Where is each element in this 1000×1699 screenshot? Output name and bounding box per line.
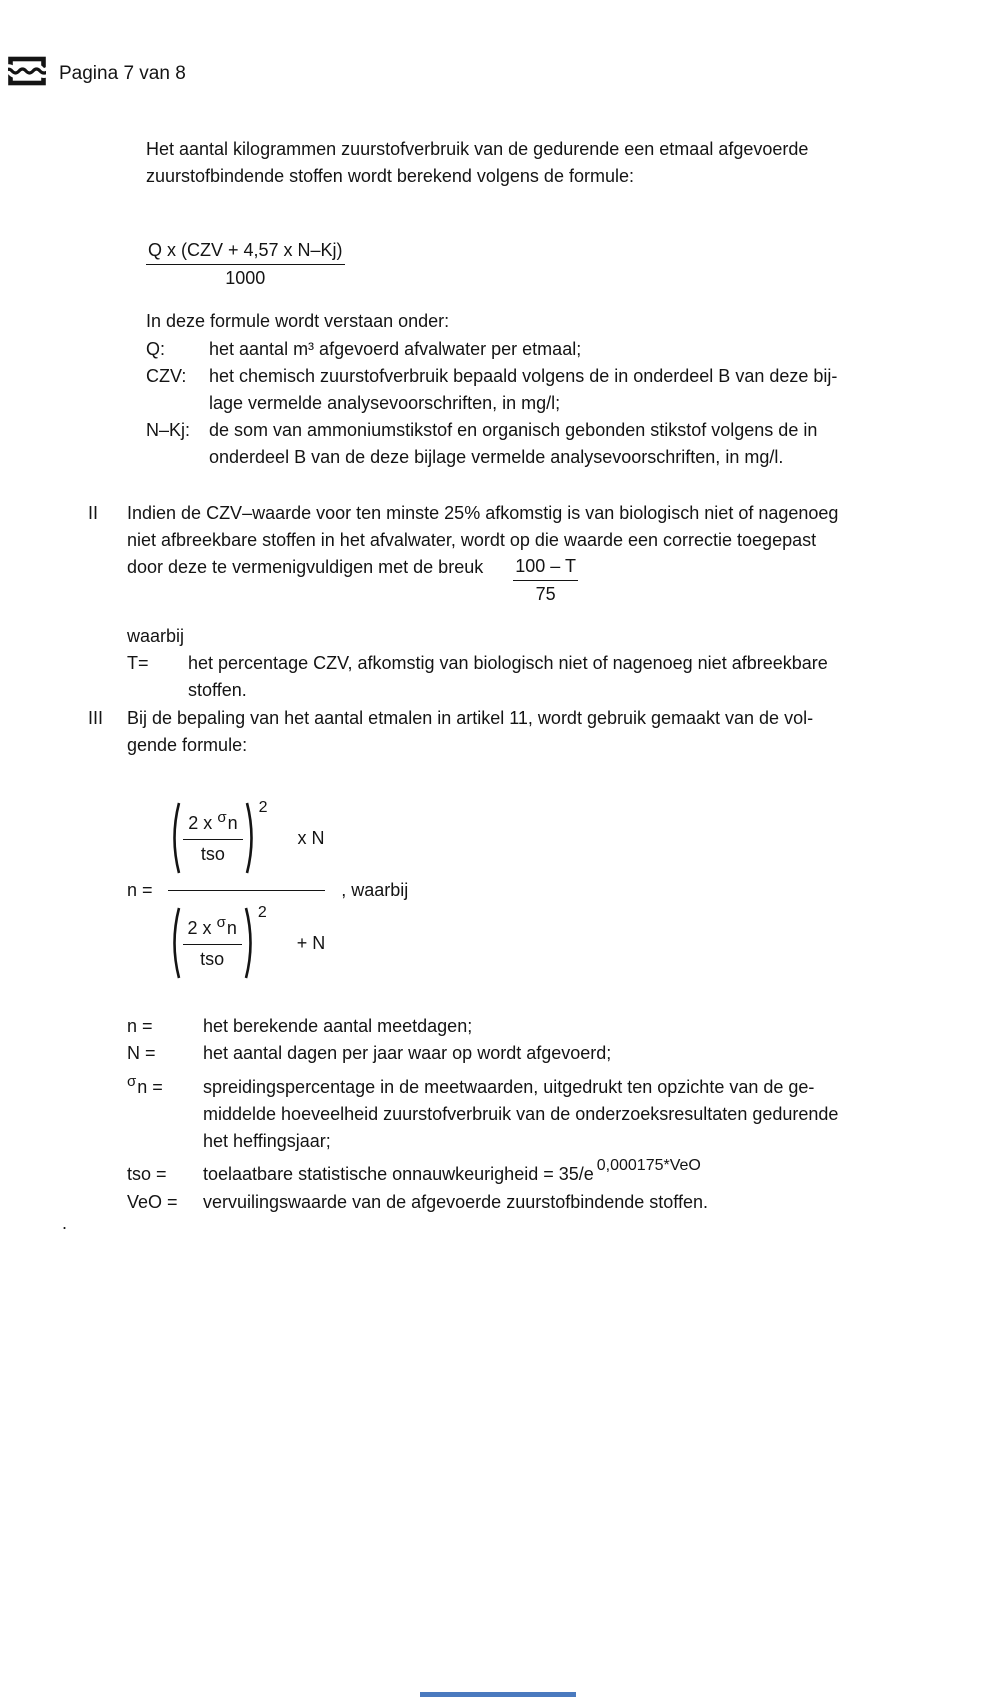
waarbij-label: waarbij: [127, 626, 185, 646]
fraction: [513, 554, 578, 607]
section-line-with-fraction: door deze te vermenigvuldigen met de breuk $\frac{100 - T}{75}$: [127, 554, 838, 607]
big-fraction-numerator: [168, 800, 324, 876]
section-number: II: [88, 503, 99, 523]
small-fraction: [183, 808, 242, 865]
definition-text: toelaatbare statistische onnauwkeurigheid = 35/e 0,000175*VeO: [203, 1157, 701, 1184]
section-number: III: [88, 708, 104, 728]
sigma-symbol: σ: [127, 1073, 137, 1090]
formula-suffix: , waarbij: [341, 880, 409, 900]
definition-row: N = het aantal dagen per jaar waar op wordt afgevoerd;: [127, 1040, 838, 1067]
small-fraction: [183, 913, 242, 970]
definition-row: [146, 417, 837, 471]
definitions-intro: In deze formule wordt verstaan onder:: [146, 311, 450, 331]
section-III: [88, 705, 813, 759]
left-paren-icon: [168, 905, 181, 981]
fraction-numerator: Q x (CZV + 4,57 x N–Kj): [146, 238, 345, 265]
section-body: Indien de CZV–waarde voor ten minste 25% afkomstig is van biologisch niet of nagenoeg niet afbreekbare stoffen in het afvalwater, wordt op die waarde een correctie toegepast door deze te vermenigvuldigen met de breuk $\frac{100 - T}{75}$: [127, 500, 838, 607]
fraction-denominator: 75: [535, 584, 556, 604]
paragraph-line: Het aantal kilogrammen zuurstofverbruik van de gedurende een etmaal afgevoerde: [146, 139, 809, 159]
sigma-symbol: σ: [217, 808, 227, 826]
exponent: 0,000175*VeO: [596, 1157, 701, 1174]
fraction: [146, 238, 345, 291]
formula-aantal-etmalen: [127, 800, 408, 981]
definition-term: tso =: [127, 1164, 167, 1184]
section-body: Bij de bepaling van het aantal etmalen in artikel 11, wordt gebruik gemaakt van de vol- gende formule:: [127, 708, 814, 755]
formula-kg-zuurstofverbruik: [146, 238, 345, 291]
definition-row: [146, 363, 837, 417]
right-paren-icon: [244, 905, 257, 981]
denominator-operation: + N: [296, 932, 326, 953]
definition-text: spreidingspercentage in de meetwaarden, uitgedrukt ten opzichte van de ge- middelde hoeveelheid zuurstofverbruik van de onderzoeksresultaten gedurende het heffingsjaar;: [203, 1077, 839, 1151]
definition-term: $^\sigma$n =: [127, 1073, 163, 1097]
definition-term: Q:: [146, 339, 166, 359]
definition-row: [146, 336, 837, 363]
definition-term: VeO =: [127, 1192, 178, 1212]
sigma-symbol: σ: [216, 913, 226, 931]
fraction-bar: [168, 890, 326, 891]
small-fraction-denominator: tso: [200, 843, 225, 864]
definitions-list-1: [146, 336, 837, 471]
left-paren-icon: [168, 800, 181, 876]
small-fraction-numerator: 2 x $^\sigma$n: [183, 812, 242, 840]
definition-row: n = het berekende aantal meetdagen;: [127, 1013, 838, 1040]
small-fraction-numerator: 2 x $^\sigma$n: [183, 917, 242, 945]
definition-row: [127, 1157, 838, 1189]
small-fraction-denominator: tso: [200, 948, 225, 969]
fraction-numerator: 100 – T: [513, 554, 578, 581]
bottom-accent-bar: [420, 1692, 576, 1697]
definition-term: N =: [127, 1043, 156, 1063]
right-paren-icon: [245, 800, 258, 876]
definition-text: het percentage CZV, afkomstig van biologisch niet of nagenoeg niet afbreekbare stoffen.: [188, 653, 828, 700]
paragraph-line: zuurstofbindende stoffen wordt berekend volgens de formule:: [146, 166, 634, 186]
big-fraction-denominator: [168, 905, 326, 981]
definition-row: VeO = vervuilingswaarde van de afgevoerde zuurstofbindende stoffen.: [127, 1189, 838, 1216]
exponent: 2: [257, 904, 267, 921]
waarbij-block: [127, 623, 828, 704]
stray-period: .: [62, 1213, 68, 1233]
definitions-list-2: [127, 1013, 838, 1216]
definition-term: N–Kj:: [146, 420, 191, 440]
section-II: [88, 500, 838, 607]
numerator-operation: x N: [297, 827, 325, 848]
page-header: [8, 56, 186, 91]
intro-paragraph: [146, 136, 808, 190]
definition-term: n =: [127, 1016, 153, 1036]
definition-term: T=: [127, 653, 149, 673]
definition-row: [127, 650, 828, 704]
fraction-denominator: 1000: [225, 268, 266, 288]
formula-lhs: n =: [127, 880, 153, 900]
big-fraction: [168, 800, 326, 981]
definition-text: de som van ammoniumstikstof en organisch gebonden stikstof volgens de in onderdeel B van de deze bijlage vermelde analysevoorschriften, in mg/l.: [209, 420, 818, 467]
page-number-label: Pagina 7 van 8: [59, 62, 186, 84]
definition-row: [127, 1074, 838, 1155]
exponent: 2: [258, 799, 268, 816]
definition-term: CZV:: [146, 366, 187, 386]
water-level-icon: [8, 56, 46, 91]
definition-text: het chemisch zuurstofverbruik bepaald volgens de in onderdeel B van deze bij- lage vermelde analysevoorschriften, in mg/l;: [209, 366, 838, 413]
definition-text: het aantal m³ afgevoerd afvalwater per etmaal;: [209, 339, 582, 359]
